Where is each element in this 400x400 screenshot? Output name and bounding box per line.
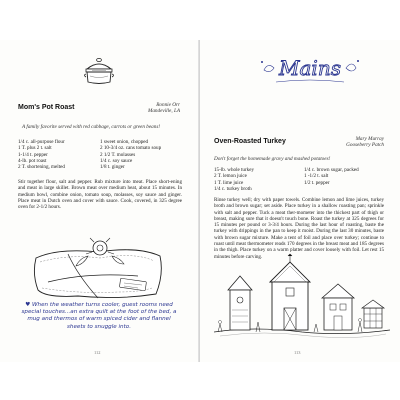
ingredients-list xyxy=(214,167,254,192)
ingredient: 15-lb. whole turkey xyxy=(214,167,255,173)
right-page xyxy=(200,40,400,362)
ingredients-list xyxy=(304,167,359,186)
ingredient: 1/4 c. brown sugar, packed xyxy=(304,167,359,173)
ingredient: 2 T. shortening, melted xyxy=(18,164,65,171)
contributor-name: Ronnie Orr xyxy=(156,102,180,108)
dutch-oven-illustration xyxy=(82,54,116,88)
ingredients-list xyxy=(18,139,65,170)
contributor-place: Mandeville, LA xyxy=(148,108,180,115)
ingredient: 1 -1/2 t. salt xyxy=(304,173,329,180)
recipe-contributor xyxy=(148,102,180,115)
ingredients-list xyxy=(100,139,161,170)
ingredient: 1/8 t. ginger xyxy=(100,164,125,171)
recipe-title: Mom's Pot Roast xyxy=(18,104,75,111)
ingredient: 1/4 c. turkey broth xyxy=(214,185,252,192)
decorating-tip xyxy=(20,302,178,331)
ingredient: 1 T. plus 2 t. salt xyxy=(18,145,52,152)
recipe-method: Stir together flour, salt and pepper. Rub mixture into meat. Place short-ening and meat in large skillet. Brown meat over medium heat, about 15 minutes. In medium bowl, combine onion, tomato soup, molasses, soy sauce and ginger. Place meat in Dutch oven and cover with sauce. Cook, covered, in 325 degree oven for 2-1/2 hours. xyxy=(18,179,182,211)
section-title-lettering xyxy=(258,48,362,88)
ingredient: 2 10-3/4 oz. cans tomato soup xyxy=(100,145,162,152)
ingredient: 4-lb. pot roast xyxy=(18,157,47,164)
ingredient: 1/4 c. all-purpose flour xyxy=(18,139,65,145)
pillow-sachet-illustration xyxy=(28,236,168,302)
contributor-name: Mary Murray xyxy=(355,136,384,142)
page-number: 113 xyxy=(294,350,301,355)
ingredient: 1/2 t. pepper xyxy=(304,179,330,186)
ingredient: 1 T. lime juice xyxy=(214,179,244,186)
ingredient: 2 T. lemon juice xyxy=(214,173,247,180)
tip-text: When the weather turns cooler, guest rooms need special touches...an extra quilt at the foot of the bed, a mug and thermos of warm spiced cider and flannel sheets to snuggle into. xyxy=(21,302,177,330)
contributor-place: Gooseberry Patch xyxy=(346,142,384,149)
ingredient: 1 sweet onion, chopped xyxy=(100,139,149,145)
heart-icon: ♥ xyxy=(25,302,31,308)
recipe-method: Rinse turkey well; dry with paper towels. Combine lemon and lime juices, turkey broth and brown sugar; set aside. Place turkey in a shallow roasting pan; sprinkle with salt and pepper. Tuck a meat ther-mometer into the thickest part of thigh or breast, making sure that it doesn't touch bone. Roast the turkey at 325 degrees for 15 minutes per pound or 3-3/4 hours. During the last hour of roasting, baste the turkey with drippings in the pan to keep it moist. During the last 30 minutes, baste with brown sugar mixture. Make a tent of foil and place over turkey; continue to roast until meat thermometer reads 170 degrees in the breast meat and 185 degrees in the thigh. Place turkey on a warm platter and cover loosely with foil. Let rest 15 minutes before carving. xyxy=(214,197,384,260)
birdhouses-illustration xyxy=(214,250,390,342)
page-number: 112 xyxy=(94,350,101,355)
recipe-intro: A family favorite served with red cabbage, carrots or green beans! xyxy=(22,124,161,130)
section-title: Mains xyxy=(279,56,341,80)
recipe-intro: Don't forget the homemade gravy and mashed potatoes! xyxy=(214,156,331,162)
ingredient: 1-1/4 t. pepper xyxy=(18,151,48,158)
left-page xyxy=(0,40,200,362)
recipe-contributor xyxy=(346,136,384,149)
ingredient: 1/4 c. soy sauce xyxy=(100,157,133,164)
ingredient: 2 1/2 T. molasses xyxy=(100,151,136,158)
book-spread xyxy=(0,40,400,362)
recipe-title: Oven-Roasted Turkey xyxy=(214,138,286,145)
